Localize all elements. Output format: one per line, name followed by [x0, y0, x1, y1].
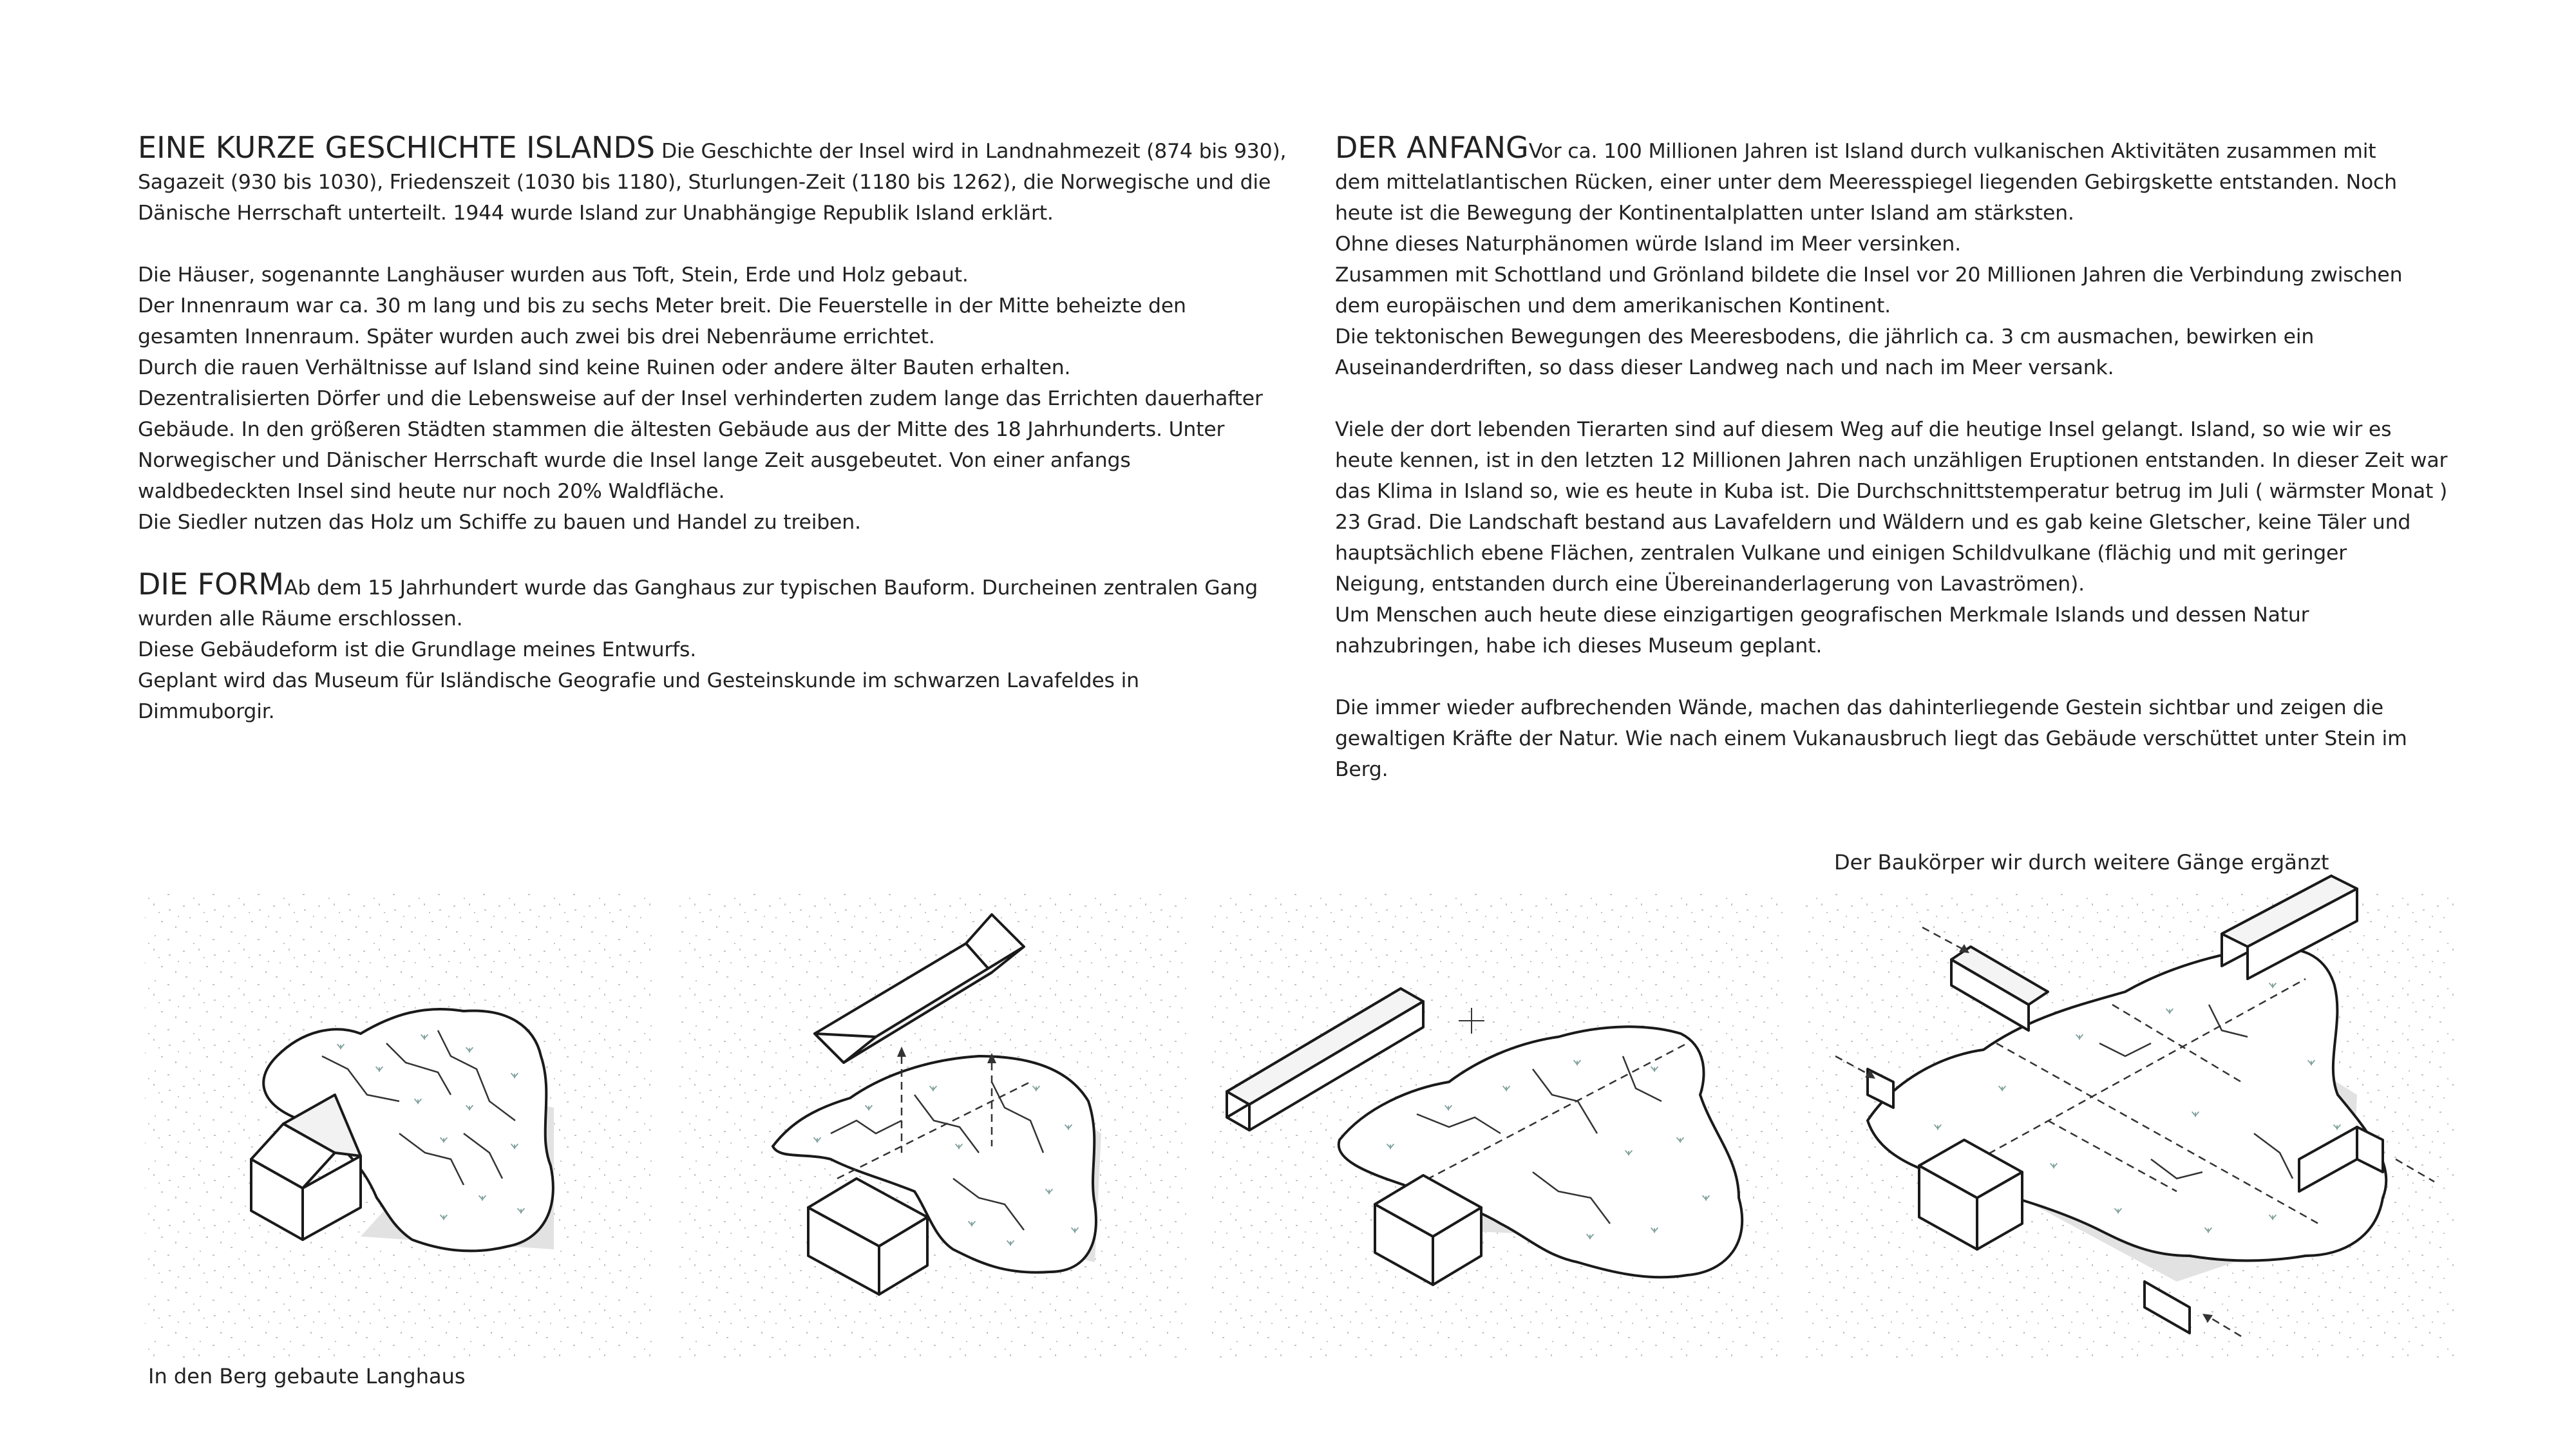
animals-line: Viele der dort lebenden Tierarten sind auf diesem Weg auf die heutige Insel gelangt. Island, so wie wir es	[1335, 418, 2392, 441]
history-lead: Die Geschichte der Insel wird in Landnahmezeit (874 bis 930),	[661, 140, 1287, 163]
beginning-line: heute ist die Bewegung der Kontinentalplatten unter Island am stärksten.	[1335, 202, 2074, 225]
form-lead: Ab dem 15 Jahrhundert wurde das Ganghaus zur typischen Bauform. Durcheinen zentralen Gang	[284, 576, 1258, 600]
beginning-line: dem europäischen und dem amerikanischen Kontinent.	[1335, 294, 1891, 317]
history-line: Sagazeit (930 bis 1030), Friedenszeit (1030 bis 1180), Sturlungen-Zeit (1180 bis 1262), die Norwegische und die	[138, 171, 1271, 194]
animals-line: das Klima in Island so, wie es heute in Kuba ist. Die Durchschnittstemperatur betrug im Juli ( wärmster Monat )	[1335, 480, 2448, 503]
caption-step-4: Der Baukörper wir durch weitere Gänge ergänzt	[1834, 850, 2329, 875]
houses-line: Dezentralisierten Dörfer und die Lebensweise auf der Insel verhinderten zudem lange das Errichten dauerhafter	[138, 387, 1263, 410]
houses-line: gesamten Innenraum. Später wurden auch zwei bis drei Nebenräume errichtet.	[138, 325, 935, 348]
beginning-lead: Vor ca. 100 Millionen Jahren ist Island durch vulkanischen Aktivitäten zusammen mit	[1528, 140, 2376, 163]
beginning-line: Zusammen mit Schottland und Grönland bildete die Insel vor 20 Millionen Jahren die Verbindung zwischen	[1335, 263, 2403, 287]
form-line: wurden alle Räume erschlossen.	[138, 607, 463, 630]
walls-line: gewaltigen Kräfte der Natur. Wie nach einem Vukanausbruch liegt das Gebäude verschüttet unter Stein im	[1335, 727, 2407, 750]
animals-line: hauptsächlich ebene Flächen, zentralen Vulkane und einigen Schildvulkane (flächig und mit geringer	[1335, 542, 2347, 565]
beginning-line: dem mittelatlantischen Rücken, einer unter dem Meeresspiegel liegenden Gebirgskette entstanden. Noch	[1335, 171, 2397, 194]
beginning-line: Ohne dieses Naturphänomen würde Island im Meer versinken.	[1335, 232, 1961, 256]
houses-line: Die Siedler nutzen das Holz um Schiffe zu bauen und Handel zu treiben.	[138, 511, 861, 534]
caption-step-1: In den Berg gebaute Langhaus	[148, 1364, 466, 1388]
diagram-step-1	[251, 1009, 554, 1251]
animals-line: 23 Grad. Die Landschaft bestand aus Lavafeldern und Wäldern und es gab keine Gletscher, keine Täler und	[1335, 511, 2411, 534]
form-heading: DIE FORM	[138, 567, 284, 601]
animals-line: heute kennen, ist in den letzten 12 Millionen Jahren nach unzähligen Eruptionen entstanden. In dieser Zeit war	[1335, 449, 2448, 472]
form-line: Geplant wird das Museum für Isländische Geografie und Gesteinskunde im schwarzen Lavafeldes in	[138, 669, 1139, 692]
walls-line: Berg.	[1335, 758, 1388, 781]
form-line: Dimmuborgir.	[138, 700, 275, 723]
houses-line: Norwegischer und Dänischer Herrschaft wurde die Insel lange Zeit ausgebeutet. Von einer anfangs	[138, 449, 1131, 472]
houses-line: Durch die rauen Verhältnisse auf Island sind keine Ruinen oder andere älter Bauten erhalten.	[138, 356, 1071, 379]
walls-line: Die immer wieder aufbrechenden Wände, machen das dahinterliegende Gestein sichtbar und zeigen die	[1335, 696, 2383, 719]
animals-line: Um Menschen auch heute diese einzigartigen geografischen Merkmale Islands und dessen Natur	[1335, 603, 2309, 627]
beginning-line: Auseinanderdriften, so dass dieser Landweg nach und nach im Meer versank.	[1335, 356, 2114, 379]
houses-line: Der Innenraum war ca. 30 m lang und bis zu sechs Meter breit. Die Feuerstelle in der Mitte beheizte den	[138, 294, 1186, 317]
animals-line: nahzubringen, habe ich dieses Museum geplant.	[1335, 634, 1823, 658]
form-line: Diese Gebäudeform ist die Grundlage meines Entwurfs.	[138, 638, 697, 661]
beginning-line: Die tektonischen Bewegungen des Meeresbodens, die jährlich ca. 3 cm ausmachen, bewirken ein	[1335, 325, 2315, 348]
houses-line: waldbedeckten Insel sind heute nur noch 20% Waldfläche.	[138, 480, 725, 503]
animals-line: Neigung, entstanden durch eine Übereinanderlagerung von Lavaströmen).	[1335, 573, 2085, 596]
history-line: Dänische Herrschaft unterteilt. 1944 wurde Island zur Unabhängige Republik Island erklärt.	[138, 202, 1054, 225]
houses-line: Die Häuser, sogenannte Langhäuser wurden aus Toft, Stein, Erde und Holz gebaut.	[138, 263, 969, 287]
history-heading: EINE KURZE GESCHICHTE ISLANDS	[138, 130, 656, 165]
beginning-heading: DER ANFANG	[1335, 130, 1529, 165]
houses-line: Gebäude. In den größeren Städten stammen die ältesten Gebäude aus der Mitte des 18 Jahrhunderts. Unter	[138, 418, 1225, 441]
